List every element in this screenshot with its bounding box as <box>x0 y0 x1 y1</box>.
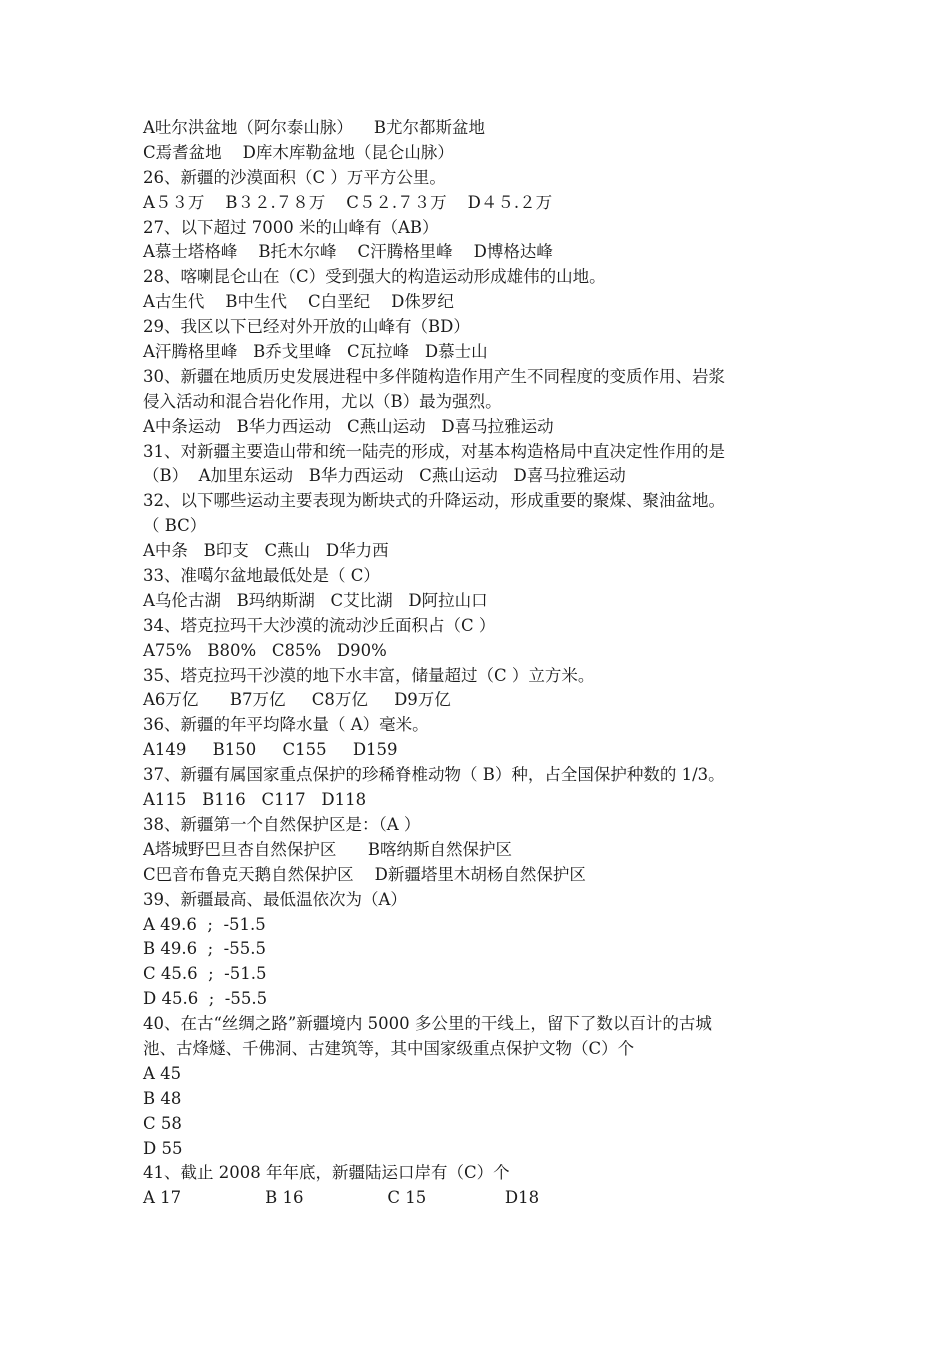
text-line: C焉耆盆地 D库木库勒盆地（昆仑山脉） <box>143 142 454 162</box>
question-30: 30、新疆在地质历史发展进程中多伴随构造作用产生不同程度的变质作用、岩浆 <box>143 366 725 386</box>
question-41: 41、截止 2008 年年底，新疆陆运口岸有（C）个 <box>143 1163 510 1183</box>
question-37: 37、新疆有属国家重点保护的珍稀脊椎动物（ B）种，占全国保护种数的 1/3。 <box>143 765 725 785</box>
options-33: A乌伦古湖 B玛纳斯湖 C艾比湖 D阿拉山口 <box>143 590 488 610</box>
question-27: 27、以下超过 7000 米的山峰有（AB） <box>143 217 439 237</box>
option-40-d: D 55 <box>143 1138 183 1158</box>
question-32: 32、以下哪些运动主要表现为断块式的升降运动，形成重要的聚煤、聚油盆地。 <box>143 491 725 511</box>
options-28: A古生代 B中生代 C白垩纪 D侏罗纪 <box>143 292 454 312</box>
text-line: A吐尔洪盆地（阿尔泰山脉） B尤尔都斯盆地 <box>143 118 486 137</box>
options-27: A慕士塔格峰 B托木尔峰 C汗腾格里峰 D博格达峰 <box>143 242 553 262</box>
options-30: A中条运动 B华力西运动 C燕山运动 D喜马拉雅运动 <box>143 416 554 436</box>
question-29: 29、我区以下已经对外开放的山峰有（BD） <box>143 317 470 337</box>
option-40-b: B 48 <box>143 1088 182 1108</box>
option-39-c: C 45.6 ; -51.5 <box>143 964 267 984</box>
options-31: （B） A加里东运动 B华力西运动 C燕山运动 D喜马拉雅运动 <box>143 466 626 486</box>
options-34: A75% B80% C85% D90% <box>143 640 387 660</box>
options-41: A 17 B 16 C 15 D18 <box>143 1188 540 1208</box>
question-33: 33、准噶尔盆地最低处是（ C） <box>143 566 380 586</box>
question-26: 26、新疆的沙漠面积（C ）万平方公里。 <box>143 167 446 187</box>
option-40-c: C 58 <box>143 1113 182 1133</box>
question-31: 31、对新疆主要造山带和统一陆壳的形成，对基本构造格局中直决定性作用的是 <box>143 441 725 461</box>
question-text-body <box>143 116 833 1211</box>
options-35: A6万亿 B7万亿 C8万亿 D9万亿 <box>143 690 451 710</box>
options-32: A中条 B印支 C燕山 D华力西 <box>143 541 389 561</box>
options-38-ab: A塔城野巴旦杏自然保护区 B喀纳斯自然保护区 <box>143 839 513 859</box>
question-38: 38、新疆第一个自然保护区是：（A ） <box>143 814 421 834</box>
option-39-a: A 49.6 ; -51.5 <box>143 914 266 934</box>
answer-32: （ BC） <box>143 516 207 536</box>
question-40-continued: 池、古烽燧、千佛洞、古建筑等，其中国家级重点保护文物（C）个 <box>143 1038 635 1058</box>
options-26: A５３万 B３２.７８万 C５２.７３万 D４５.２万 <box>143 192 553 212</box>
option-39-b: B 49.6 ; -55.5 <box>143 939 266 959</box>
question-30-continued: 侵入活动和混合岩化作用，尤以（B）最为强烈。 <box>143 391 502 411</box>
option-40-a: A 45 <box>143 1063 182 1083</box>
question-28: 28、喀喇昆仑山在（C）受到强大的构造运动形成雄伟的山地。 <box>143 267 606 287</box>
options-36: A149 B150 C155 D159 <box>143 740 398 760</box>
options-38-cd: C巴音布鲁克天鹅自然保护区 D新疆塔里木胡杨自然保护区 <box>143 864 586 884</box>
options-37: A115 B116 C117 D118 <box>143 790 367 810</box>
question-39: 39、新疆最高、最低温依次为（A） <box>143 889 407 909</box>
question-36: 36、新疆的年平均降水量（ A）毫米。 <box>143 715 429 735</box>
option-39-d: D 45.6 ; -55.5 <box>143 989 268 1009</box>
question-35: 35、塔克拉玛干沙漠的地下水丰富，储量超过（C ）立方米。 <box>143 665 595 685</box>
options-29: A汗腾格里峰 B乔戈里峰 C瓦拉峰 D慕士山 <box>143 342 488 362</box>
question-40: 40、在古“丝绸之路”新疆境内 5000 多公里的干线上，留下了数以百计的古城 <box>143 1014 712 1034</box>
question-34: 34、塔克拉玛干大沙漠的流动沙丘面积占（C ） <box>143 615 496 635</box>
